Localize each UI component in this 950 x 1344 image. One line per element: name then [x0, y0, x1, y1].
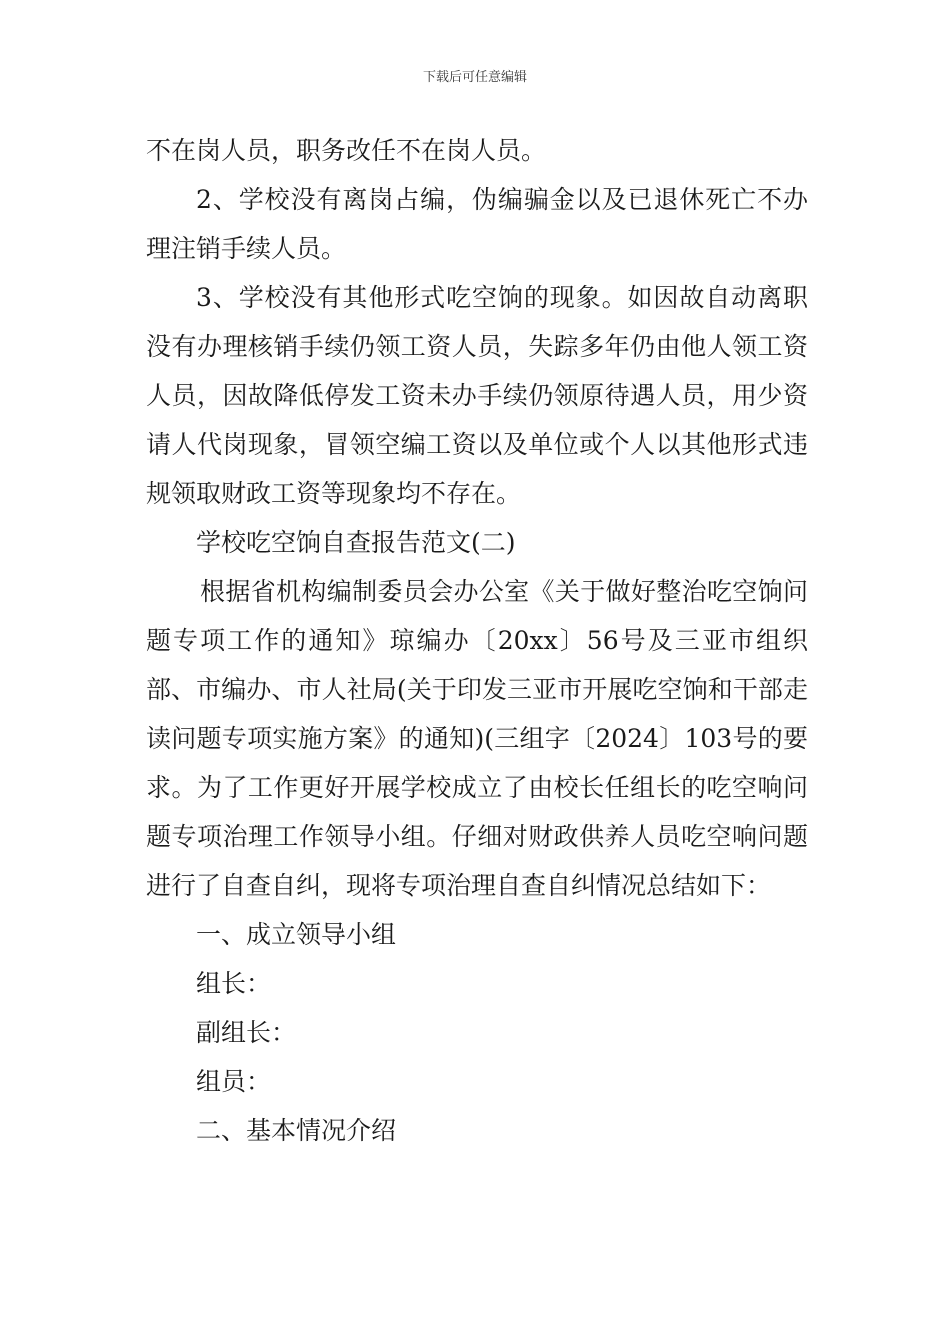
- field-members: 组员：: [196, 1067, 272, 1096]
- heading-basic-info: 二、基本情况介绍: [196, 1116, 397, 1145]
- paragraph-intro: 根据省机构编制委员会办公室《关于做好整治吃空饷问题专项工作的通知》琼编办〔20xx〕56号及三亚市组织部、市编办、市人社局(关于印发三亚市开展吃空饷和干部走读问题专项实施方案》的通知)(三组字〔2024〕103号的要求。为了工作更好开展学校成立了由校长任组长的吃空响问题专项治理工作领导小组。仔细对财政供养人员吃空响问题进行了自查自纠，现将专项治理自查自纠情况总结如下：: [146, 577, 808, 900]
- paragraph-continuation: 不在岗人员，职务改任不在岗人员。: [146, 136, 547, 165]
- field-leader: 组长：: [196, 969, 272, 998]
- heading-leadership-group: 一、成立领导小组: [196, 920, 397, 949]
- page-header-note: 下载后可任意编辑: [422, 70, 527, 85]
- paragraph-item-3: 3、学校没有其他形式吃空饷的现象。如因故自动离职没有办理核销手续仍领工资人员，失踪多年仍由他人领工资人员，因故降低停发工资未办手续仍领原待遇人员，用少资请人代岗现象，冒领空编工资以及单位或个人以其他形式违规领取财政工资等现象均不存在。: [146, 283, 808, 508]
- document-body: [146, 126, 808, 1155]
- section-title: 学校吃空饷自查报告范文(二): [196, 528, 516, 557]
- field-deputy-leader: 副组长：: [196, 1018, 297, 1047]
- paragraph-item-2: 2、学校没有离岗占编，伪编骗金以及已退休死亡不办理注销手续人员。: [146, 185, 808, 263]
